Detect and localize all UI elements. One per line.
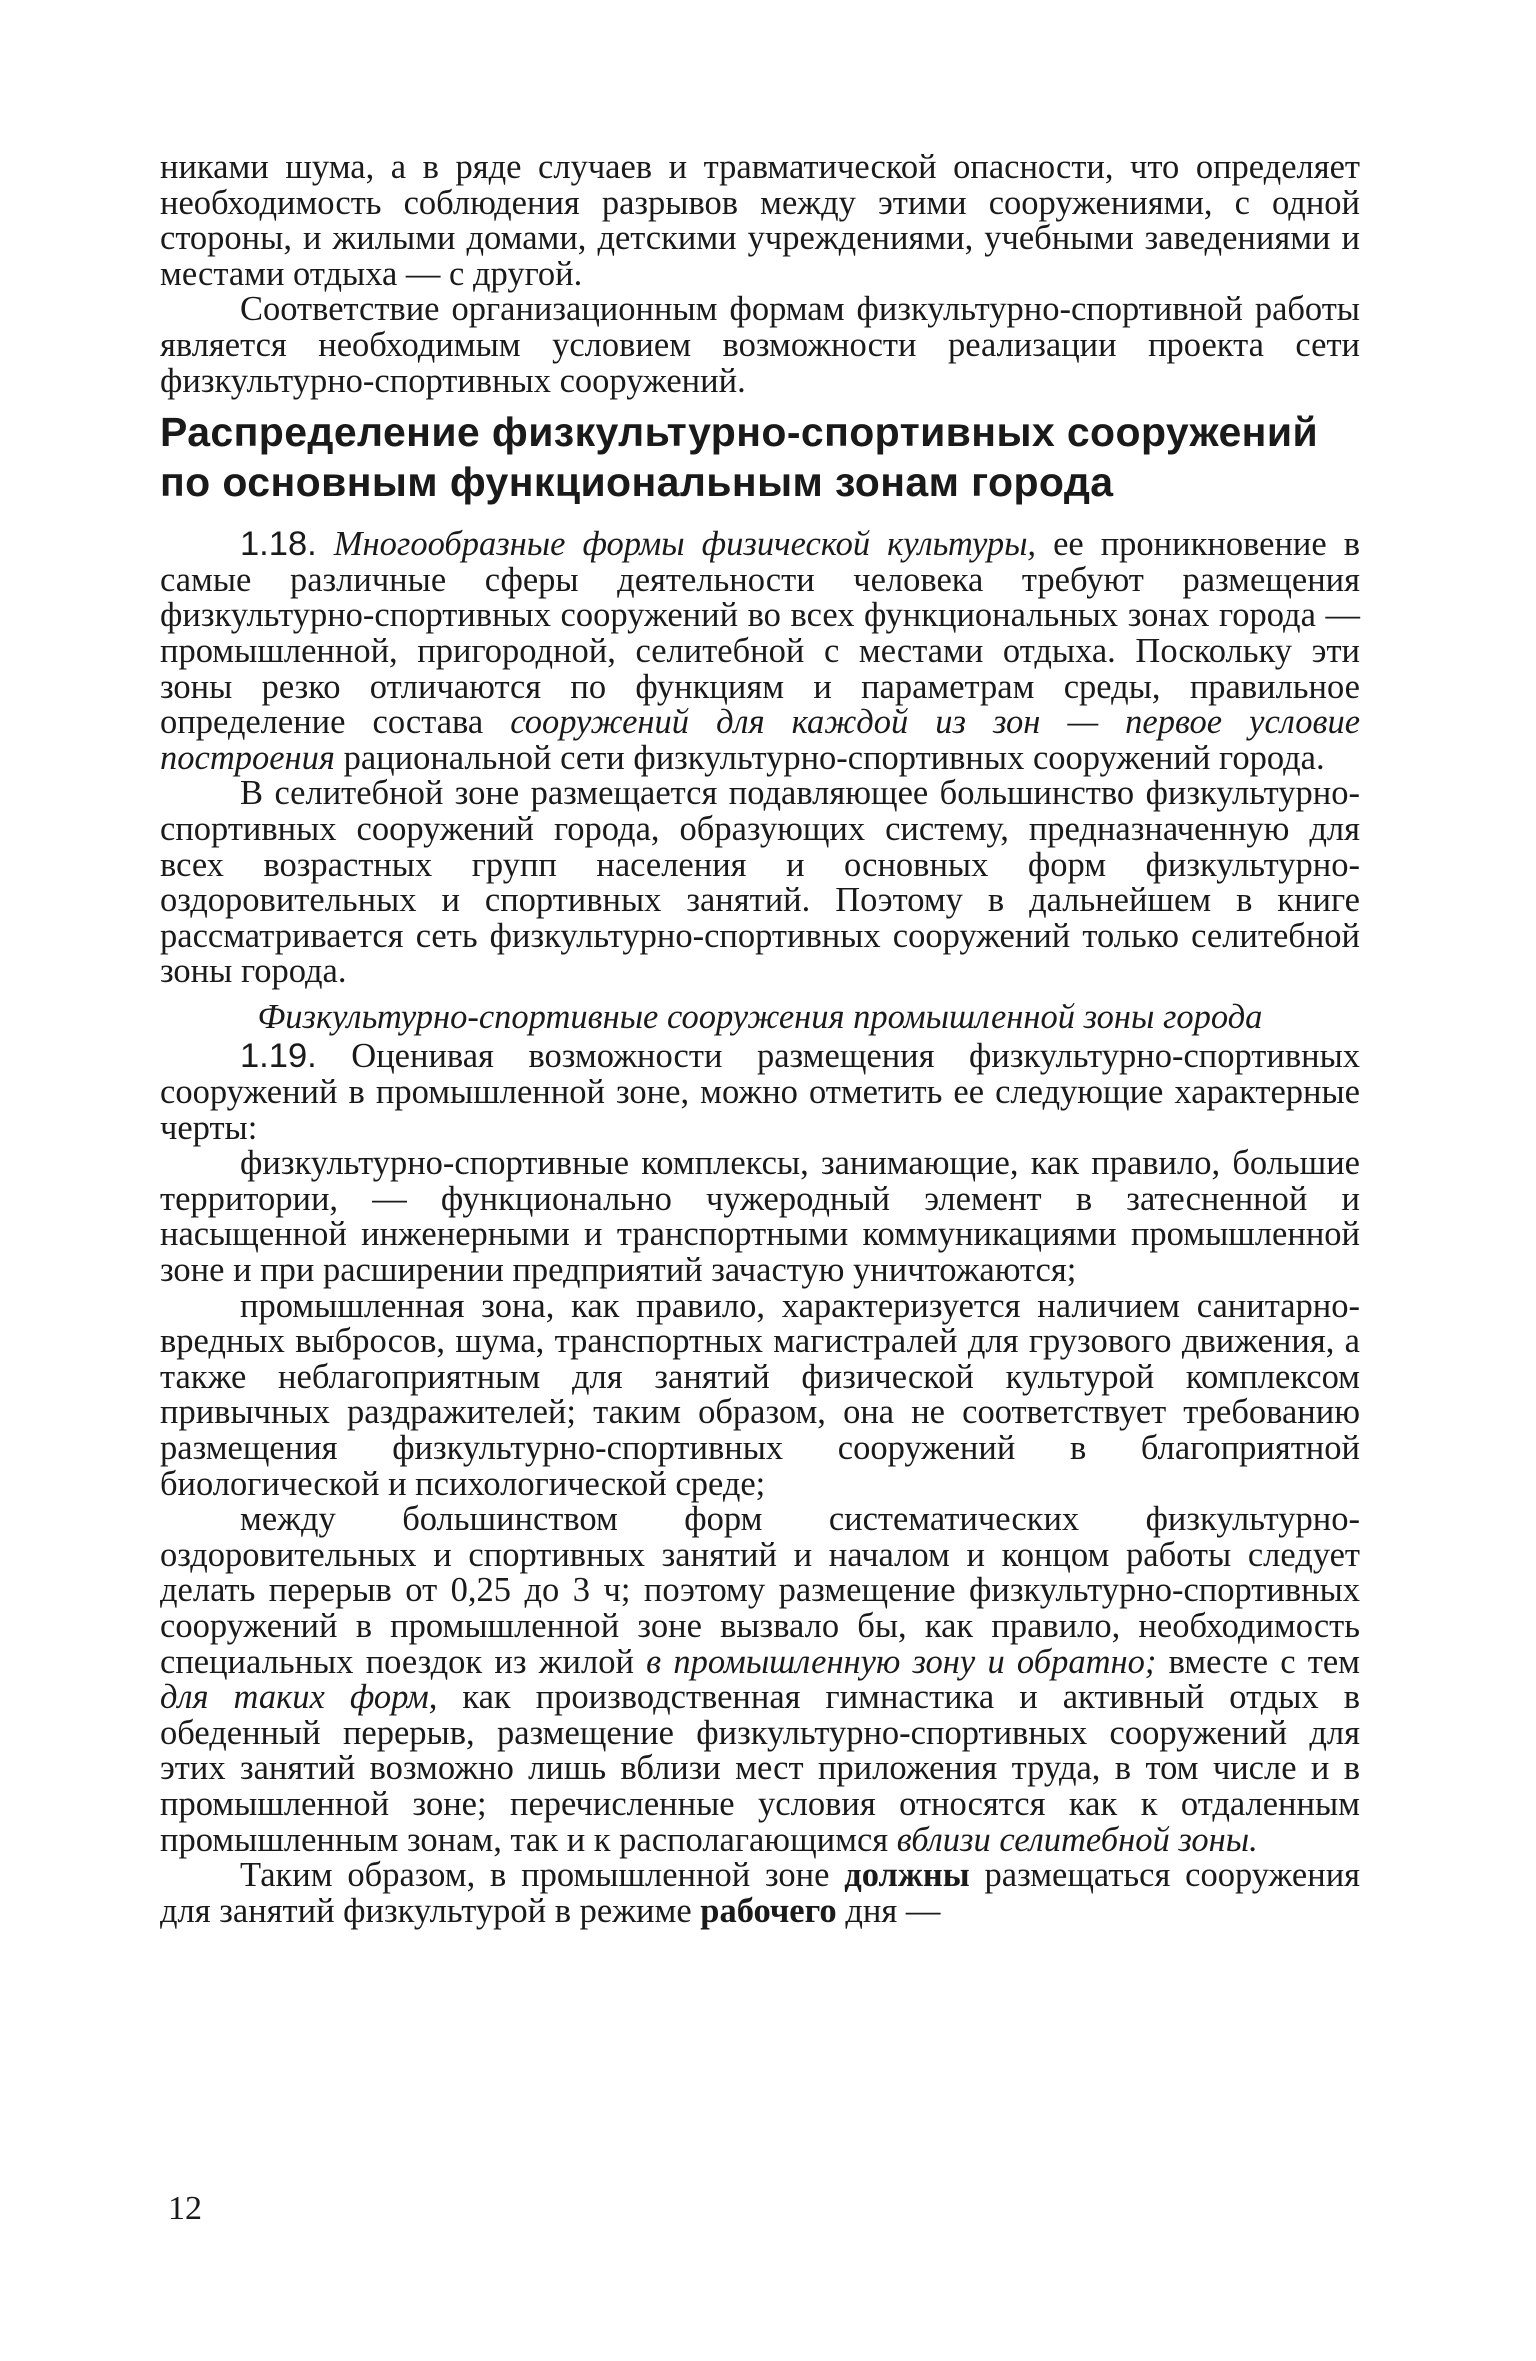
paragraph-number: 1.18. <box>240 525 317 564</box>
page-number: 12 <box>168 2190 202 2227</box>
final-paragraph <box>160 1858 1360 1929</box>
paragraph-text: дня — <box>845 1891 941 1930</box>
paragraph-text: Таким образом, в промышленной зоне <box>240 1856 830 1895</box>
list-item: физкультурно-спортивные комплексы, занимающие, как правило, большие территории, — функционально чужеродный элемент в затесненной и насыщенной инженерными и транспортными коммуникациями промышленной зоне и при расширении предприятий зачастую уничтожаются; <box>160 1144 1360 1290</box>
bold-phrase: должны <box>844 1856 970 1895</box>
italic-phrase: сооружений для каждой из зон — первое условие построения <box>160 703 1361 777</box>
paragraph-selitebnaya: В селитебной зоне размещается подавляющее большинство физкультурно-спортивных сооружений города, образующих систему, предназначенную для всех возрастных групп населения и основных форм физкультурно-оздоровительных и спортивных занятий. Поэтому в дальнейшем в книге рассматривается сеть физкультурно-спортивных сооружений только селитебной зоны города. <box>160 774 1360 991</box>
bold-phrase: рабочего <box>700 1891 837 1930</box>
intro-paragraph-1: никами шума, а в ряде случаев и травматической опасности, что определяет необходимость соблюдения разрывов между этими сооружениями, с одной стороны, и жилыми домами, детскими учреждениями, учебными заведениями и местами отдыха — с другой. <box>160 148 1360 293</box>
italic-phrase: для таких форм, <box>160 1678 438 1717</box>
italic-phrase: вблизи селитебной зоны. <box>896 1820 1258 1859</box>
intro-paragraph-2: Соответствие организационным формам физкультурно-спортивной работы является необходимым условием возможности реализации проекта сети физкультурно-спортивных сооружений. <box>160 290 1360 400</box>
paragraph-text: между большинством форм систематических физкультурно-оздоровительных и спортивных занятий и началом и концом работы следует делать перерыв от 0,25 до 3 ч; поэтому размещение физкультурно-спортивных сооружений в промышленной зоне вызвало бы, как правило, необходимость специальных поездок из жилой <box>160 1500 1360 1681</box>
paragraph-text: рациональной сети физкультурно-спортивных сооружений города. <box>343 738 1325 777</box>
paragraph-text: ее проникновение в самые различные сферы деятельности человека требуют размещения физкультурно-спортивных сооружений во всех функциональных зонах города — промышленной, пригородной, селитебной с местами отдыха. Поскольку эти зоны резко отличаются по функциям и параметрам среды, правильное определение состава <box>160 525 1361 742</box>
section-heading: Распределение физкультурно-спортивных сооружений по основным функциональным зонам города <box>160 409 1319 506</box>
paragraph-1-18 <box>160 527 1360 776</box>
italic-phrase: Многообразные формы физической культуры, <box>333 525 1037 564</box>
subsection-heading: Физкультурно-спортивные сооружения промышленной зоны города <box>257 997 1263 1036</box>
paragraph-1-19 <box>160 1039 1360 1146</box>
list-item <box>160 1502 1360 1858</box>
paragraph-text: как производственная гимнастика и активный отдых в обеденный перерыв, размещение физкультурно-спортивных сооружений для этих занятий возможно лишь вблизи мест приложения труда, в том числе и в промышленной зоне; перечисленные условия относятся как к отдаленным промышленным зонам, так и к располагающимся <box>160 1678 1360 1859</box>
italic-phrase: в промышленную зону и обратно; <box>646 1642 1157 1681</box>
paragraph-text: Оценивая возможности размещения физкультурно-спортивных сооружений в промышленной зоне, можно отметить ее следующие характерные черты: <box>160 1037 1360 1147</box>
paragraph-text: вместе с тем <box>1168 1642 1360 1681</box>
paragraph-number: 1.19. <box>240 1037 317 1076</box>
list-item: промышленная зона, как правило, характеризуется наличием санитарно-вредных выбросов, шума, транспортных магистралей для грузового движения, а также неблагоприятным для занятий физической культурой комплексом привычных раздражителей; таким образом, она не соответствует требованию размещения физкультурно-спортивных сооружений в благоприятной биологической и психологической среде; <box>160 1286 1360 1503</box>
page-body <box>160 150 1360 1929</box>
paragraph-text: размещаться сооружения для занятий физкультурой в режиме <box>160 1856 1361 1930</box>
